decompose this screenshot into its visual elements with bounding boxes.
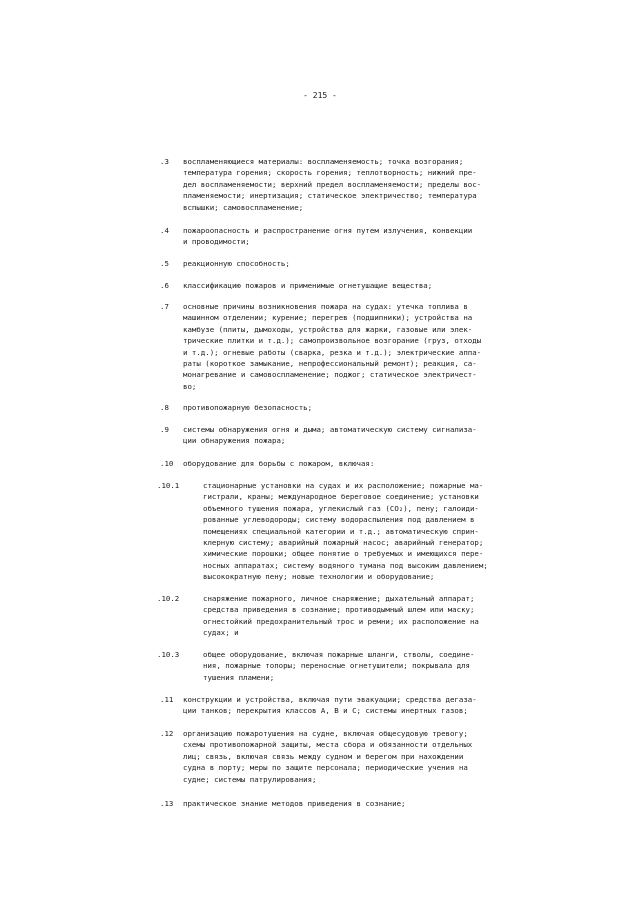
item-text: снаряжение пожарного, личное снаряжение; дыхательный аппарат; средства приведения в сознание; противодымный шлем или маску; огнестойкий предохранительный трос и ремни; их расположение на судах; и [203, 594, 479, 638]
item-number: .7 [160, 302, 169, 311]
item-text: основные причины возникновения пожара на судах: утечка топлива в машинном отделении; курение; перегрев (подшипники); устройства на камбузе (плиты, дымоходы, устройства для жарки, газовые или элек- трические плитки и т.д.); самопроизвольное возгорание (груз, отходы и т.д.); огневые работы (сварка, резка и т.д.); электрические аппа- раты (короткое замыкание, непрофессиональный ремонт); реакция, са- монагревание и самовоспламенение; поджог; статическое электричест- во; [183, 302, 482, 391]
item-text: реакционную способность; [183, 259, 290, 268]
item-number: .4 [160, 226, 169, 235]
item-text: системы обнаружения огня и дыма; автоматическую систему сигнализа- ции обнаружения пожара; [183, 425, 477, 446]
page-number: - 215 - [303, 91, 337, 100]
item-text: оборудование для борьбы с пожаром, включая: [183, 459, 375, 468]
item-number: .9 [160, 425, 169, 434]
item-number: .12 [160, 729, 174, 738]
item-text: общее оборудование, включая пожарные шланги, стволы, соедине- ния, пожарные топоры; переносные огнетушители; покрывала для тушения пламени; [203, 650, 475, 682]
item-number: .10 [160, 459, 174, 468]
item-text: стационарные установки на судах и их расположение; пожарные ма- гистрали, краны; международное береговое соединение; установки объемного тушения пожара, углекислый газ (CO₂), пену; галоиди- рованные углеводороды; систему водораспыления под давлением в помещениях специальной категории и т.д.; автоматическую сприн- клерную систему; аварийный пожарный насос; аварийный генератор; химические порошки; общее понятие о требуемых и имеющихся пере- носных аппаратах; систему водяного тумана под высоким давлением; высокократную пену; новые технологии и оборудование; [203, 481, 488, 582]
item-number: .10.2 [157, 594, 180, 603]
item-text: пожароопасность и распространение огня путем излучения, конвекции и проводимости; [183, 226, 473, 247]
item-number: .8 [160, 403, 169, 412]
item-number: .6 [160, 281, 169, 290]
item-text: противопожарную безопасность; [183, 403, 313, 412]
item-number: .11 [160, 695, 174, 704]
item-text: воспламеняющиеся материалы: воспламеняемость; точка возгорания; температура горения; скорость горения; теплотворность; нижний пре- дел воспламеняемости; верхний предел воспламеняемости; пределы вос- пламеняемости; инертизация; статическое электричество; температура вспышки; самовоспламенение; [183, 157, 482, 212]
item-text: конструкции и устройства, включая пути эвакуации; средства дегаза- ции танков; перекрытия классов А, В и С; системы инертных газов; [183, 695, 477, 716]
item-text: организацию пожаротушения на судне, включая общесудовую тревогу; схемы противопожарной защиты, места сбора и обязанности отдельных лиц; связь, включая связь между судном и берегом при нахождении судна в порту; меры по защите персонала; периодические учения на судне; системы патрулирования; [183, 729, 473, 784]
item-text: практическое знание методов приведения в сознание; [183, 799, 406, 808]
item-number: .10.3 [157, 650, 180, 659]
item-number: .5 [160, 259, 169, 268]
item-text: классификацию пожаров и применимые огнетушащие вещества; [183, 281, 433, 290]
item-number: .13 [160, 799, 174, 808]
item-number: .10.1 [157, 481, 180, 490]
item-number: .3 [160, 157, 169, 166]
